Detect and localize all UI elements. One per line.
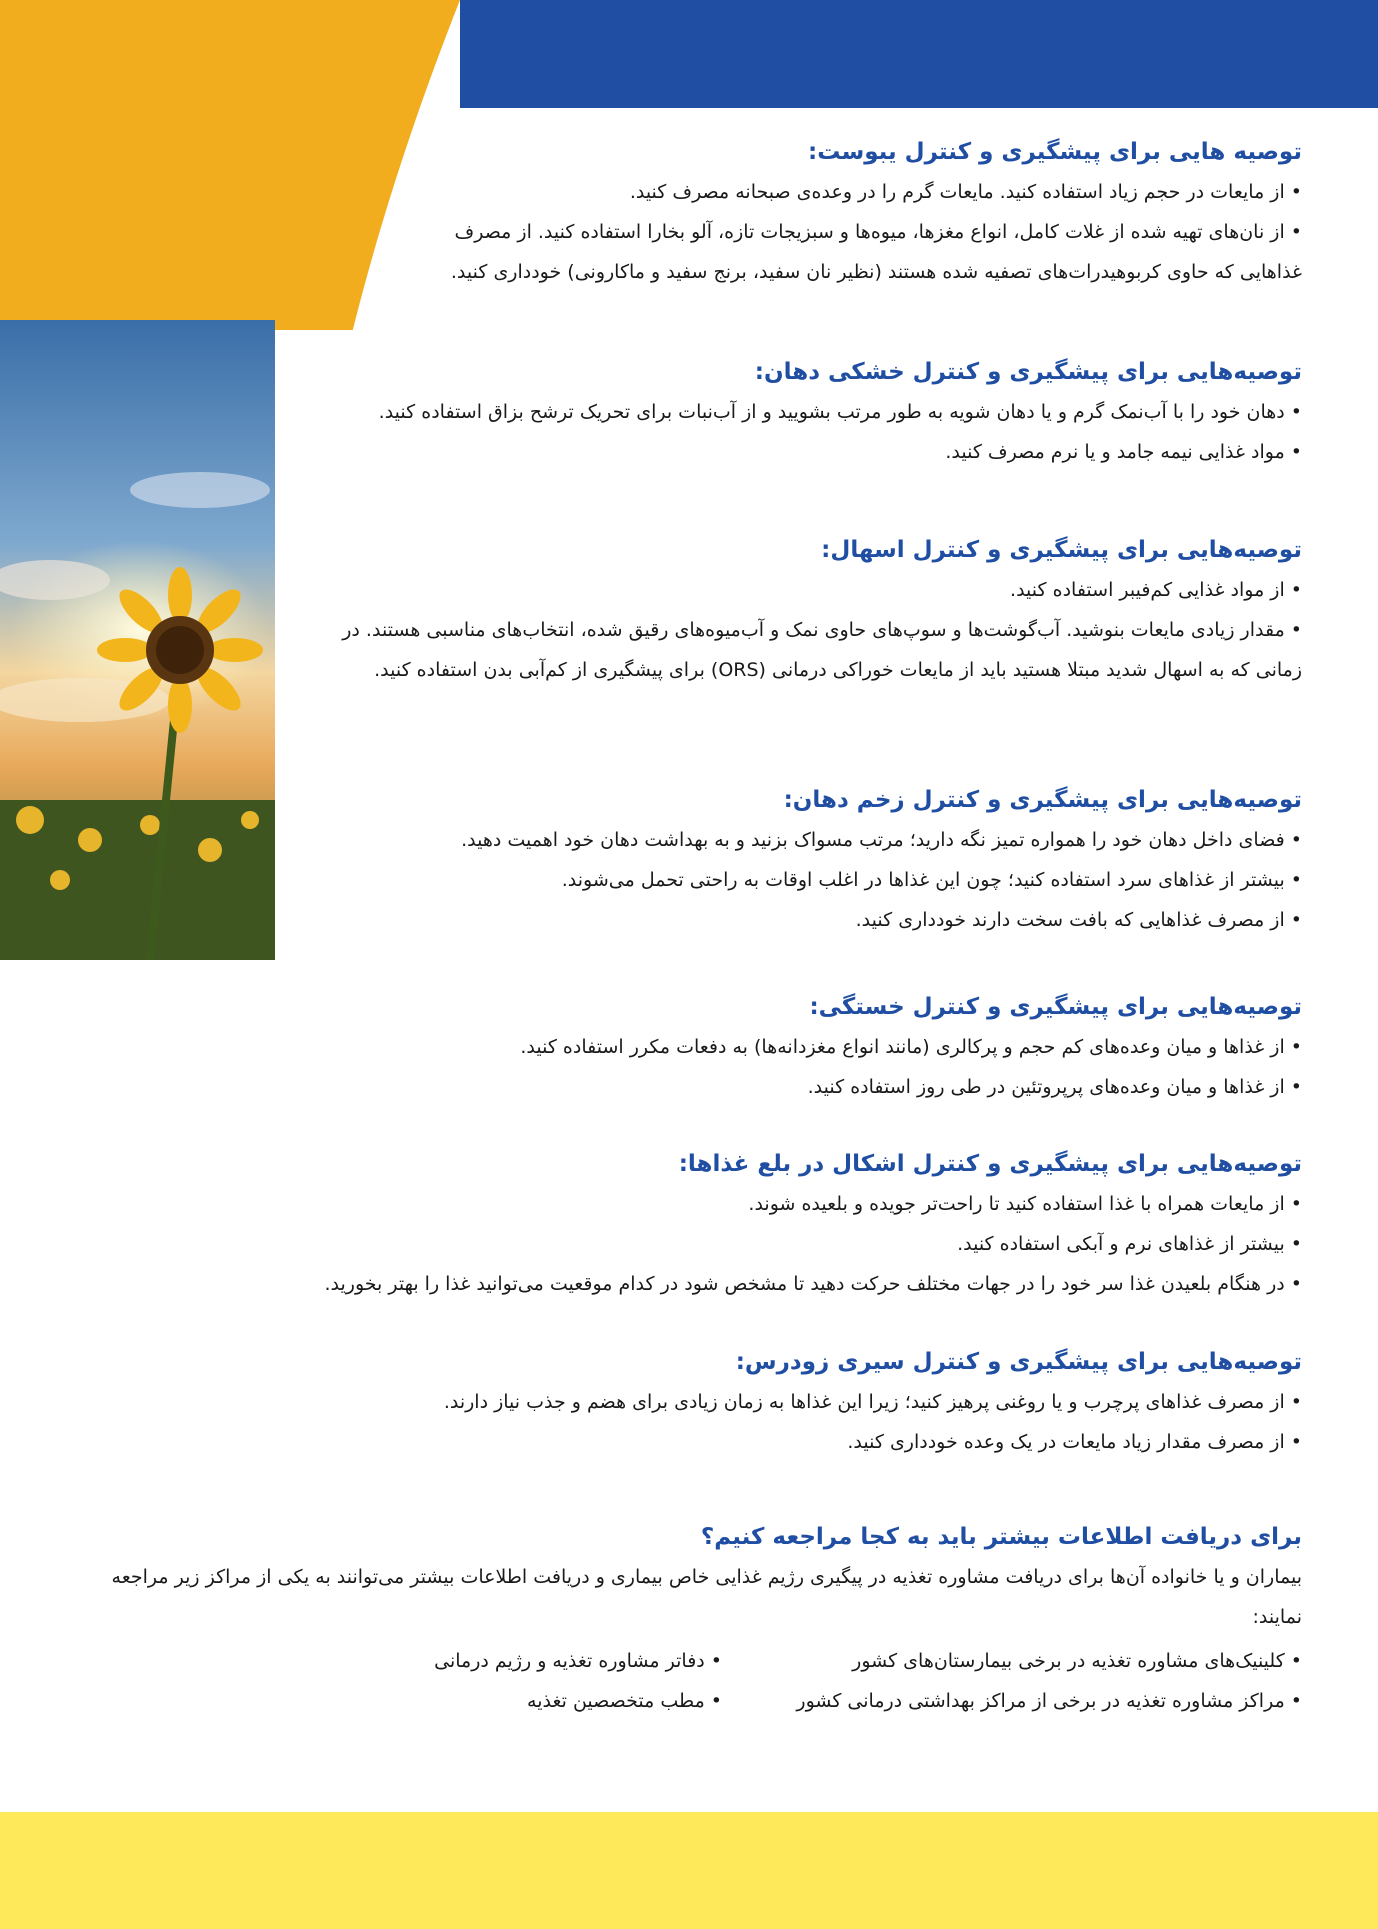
dry-mouth-section xyxy=(100,352,1302,472)
list-item: • از مصرف غذاهای پرچرب و یا روغنی پرهیز کنید؛ زیرا این غذاها به زمان زیادی برای هضم و جذب نیاز دارند. xyxy=(100,1382,1302,1422)
fatigue-section xyxy=(100,987,1302,1107)
list-item: • فضای داخل دهان خود را همواره تمیز نگه دارید؛ مرتب مسواک بزنید و به بهداشت دهان خود اهمیت دهید. xyxy=(100,820,1302,860)
list-item: • از مایعات در حجم زیاد استفاده کنید. مایعات گرم را در وعده‌ی صبحانه مصرف کنید. xyxy=(100,172,1302,212)
list-item: • بیشتر از غذاهای نرم و آبکی استفاده کنید. xyxy=(100,1224,1302,1264)
swallowing-heading: توصیه‌هایی برای پیشگیری و کنترل اشکال در بلع غذاها: xyxy=(678,1151,1302,1177)
list-item: • بیشتر از غذاهای سرد استفاده کنید؛ چون این غذاها در اغلب اوقات به راحتی تحمل می‌شوند. xyxy=(100,860,1302,900)
centers-left-column xyxy=(142,1641,722,1721)
list-item: • مواد غذایی نیمه جامد و یا نرم مصرف کنید. xyxy=(100,432,1302,472)
list-item: • کلینیک‌های مشاوره تغذیه در برخی بیمارستان‌های کشور xyxy=(722,1641,1302,1681)
mouth-sores-heading: توصیه‌هایی برای پیشگیری و کنترل زخم دهان: xyxy=(783,787,1302,813)
dry-mouth-heading: توصیه‌هایی برای پیشگیری و کنترل خشکی دهان: xyxy=(754,359,1302,385)
list-item: • دهان خود را با آب‌نمک گرم و یا دهان شویه به طور مرتب بشویید و از آب‌نبات برای تحریک ترشح بزاق استفاده کنید. xyxy=(100,392,1302,432)
list-item: • مراکز مشاوره تغذیه در برخی از مراکز بهداشتی درمانی کشور xyxy=(722,1681,1302,1721)
list-item: • از غذاها و میان وعده‌های کم حجم و پرکالری (مانند انواع مغزدانه‌ها) به دفعات مکرر استفاده کنید. xyxy=(100,1027,1302,1067)
list-item: • مقدار زیادی مایعات بنوشید. آب‌گوشت‌ها و سوپ‌های حاوی نمک و آب‌میوه‌های رقیق شده، انتخاب‌های مناسبی هستند. در زمانی که به اسهال شدید مبتلا هستید باید از مایعات خوراکی درمانی (ORS) برای پیشگیری از کم‌آبی بدن استفاده کنید. xyxy=(100,610,1302,690)
early-satiety-section xyxy=(100,1342,1302,1462)
centers-right-column xyxy=(722,1641,1302,1721)
constipation-heading: توصیه هایی برای پیشگیری و کنترل یبوست: xyxy=(808,139,1302,165)
diarrhea-heading: توصیه‌هایی برای پیشگیری و کنترل اسهال: xyxy=(821,537,1302,563)
list-item: • از مواد غذایی کم‌فیبر استفاده کنید. xyxy=(100,570,1302,610)
bottom-yellow-band xyxy=(0,1812,1378,1929)
fatigue-heading: توصیه‌هایی برای پیشگیری و کنترل خستگی: xyxy=(809,994,1302,1020)
centers-list xyxy=(100,1641,1302,1721)
list-item: • از مایعات همراه با غذا استفاده کنید تا راحت‌تر جویده و بلعیده شوند. xyxy=(100,1184,1302,1224)
more-info-section xyxy=(100,1517,1302,1721)
early-satiety-heading: توصیه‌هایی برای پیشگیری و کنترل سیری زودرس: xyxy=(735,1349,1302,1375)
diarrhea-section xyxy=(100,530,1302,690)
more-info-heading: برای دریافت اطلاعات بیشتر باید به کجا مراجعه کنیم؟ xyxy=(700,1524,1302,1550)
list-item: • از نان‌های تهیه شده از غلات کامل، انواع مغزها، میوه‌ها و سبزیجات تازه، آلو بخارا استفاده کنید. از مصرف غذاهایی که حاوی کربوهیدرات‌های تصفیه شده هستند (نظیر نان سفید، برنج سفید و ماکارونی) خودداری کنید. xyxy=(100,212,1302,292)
list-item: • دفاتر مشاوره تغذیه و رژیم درمانی xyxy=(142,1641,722,1681)
mouth-sores-section xyxy=(100,780,1302,940)
more-info-paragraph: بیماران و یا خانواده آن‌ها برای دریافت مشاوره تغذیه در پیگیری رژیم غذایی خاص بیماری و دریافت اطلاعات بیشتر می‌توانند به یکی از مراکز زیر مراجعه نمایند: xyxy=(111,1566,1302,1628)
constipation-section xyxy=(100,132,1302,292)
list-item: • از مصرف مقدار زیاد مایعات در یک وعده خودداری کنید. xyxy=(100,1422,1302,1462)
list-item: • مطب متخصصین تغذیه xyxy=(142,1681,722,1721)
list-item: • از غذاها و میان وعده‌های پرپروتئین در طی روز استفاده کنید. xyxy=(100,1067,1302,1107)
swallowing-section xyxy=(100,1144,1302,1304)
list-item: • در هنگام بلعیدن غذا سر خود را در جهات مختلف حرکت دهید تا مشخص شود در کدام موقعیت می‌توانید غذا را بهتر بخورید. xyxy=(100,1264,1302,1304)
list-item: • از مصرف غذاهایی که بافت سخت دارند خودداری کنید. xyxy=(100,900,1302,940)
